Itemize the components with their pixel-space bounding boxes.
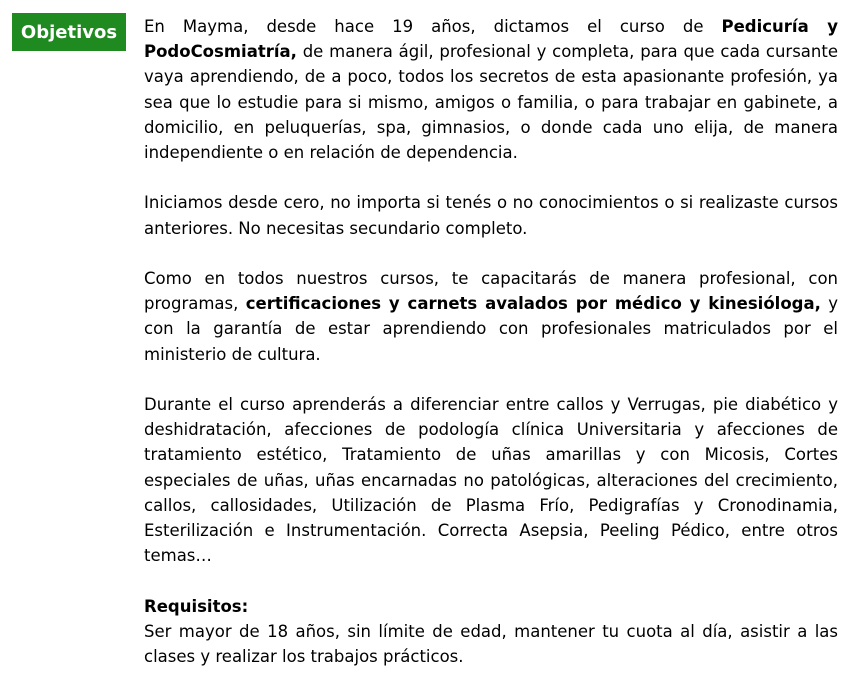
- paragraph-certifications: [144, 266, 838, 367]
- paragraph-certifications-bold: certificaciones y carnets avalados por médico y kinesióloga,: [245, 294, 821, 314]
- paragraph-start-from-zero: Iniciamos desde cero, no importa si tenés o no conocimientos o si realizaste cursos anteriores. No necesitas secundario completo.: [144, 193, 838, 238]
- paragraph-certifications-text-1: Como en todos nuestros cursos, te capacitarás de manera profesional, con programas,: [144, 269, 838, 314]
- paragraph-certifications-text-2: y con la garantía de estar aprendiendo con profesionales matriculados por el ministerio de cultura.: [144, 294, 838, 364]
- paragraph-intro-bold: Pedicuría y PodoCosmiatría,: [144, 17, 838, 62]
- requirements-text: Ser mayor de 18 años, sin límite de edad, mantener tu cuota al día, asistir a las clases y realizar los trabajos prácticos.: [144, 621, 838, 667]
- objectives-content: [144, 14, 838, 669]
- paragraph-intro: [144, 14, 838, 165]
- requirements-title: Requisitos:: [144, 596, 249, 616]
- section-badge-label: Objetivos: [20, 21, 118, 43]
- requirements-section: [144, 594, 838, 670]
- paragraph-intro-text-2: de manera ágil, profesional y completa, para que cada cursante vaya aprendiendo, de a poco, todos los secretos de esta apasionante profesión, ya sea que lo estudie para si mismo, amigos o familia, o para trabajar en gabinete, a domicilio, en peluquerías, spa, gimnasios, o donde cada uno elija, de manera independiente o en relación de dependencia.: [144, 42, 838, 163]
- paragraph-topics: Durante el curso aprenderás a diferenciar entre callos y Verrugas, pie diabético y deshidratación, afecciones de podología clínica Universitaria y afecciones de tratamiento estético, Tratamiento de uñas amarillas y con Micosis, Cortes especiales de uñas, uñas encarnadas no patológicas, alteraciones del crecimiento, callos, callosidades, Utilización de Plasma Frío, Pedigrafías y Cronodinamia, Esterilización e Instrumentación. Correcta Asepsia, Peeling Pédico, entre otros temas…: [144, 395, 838, 566]
- section-badge-objetivos: [12, 13, 126, 51]
- paragraph-intro-text-1: En Mayma, desde hace 19 años, dictamos el curso de: [144, 17, 722, 36]
